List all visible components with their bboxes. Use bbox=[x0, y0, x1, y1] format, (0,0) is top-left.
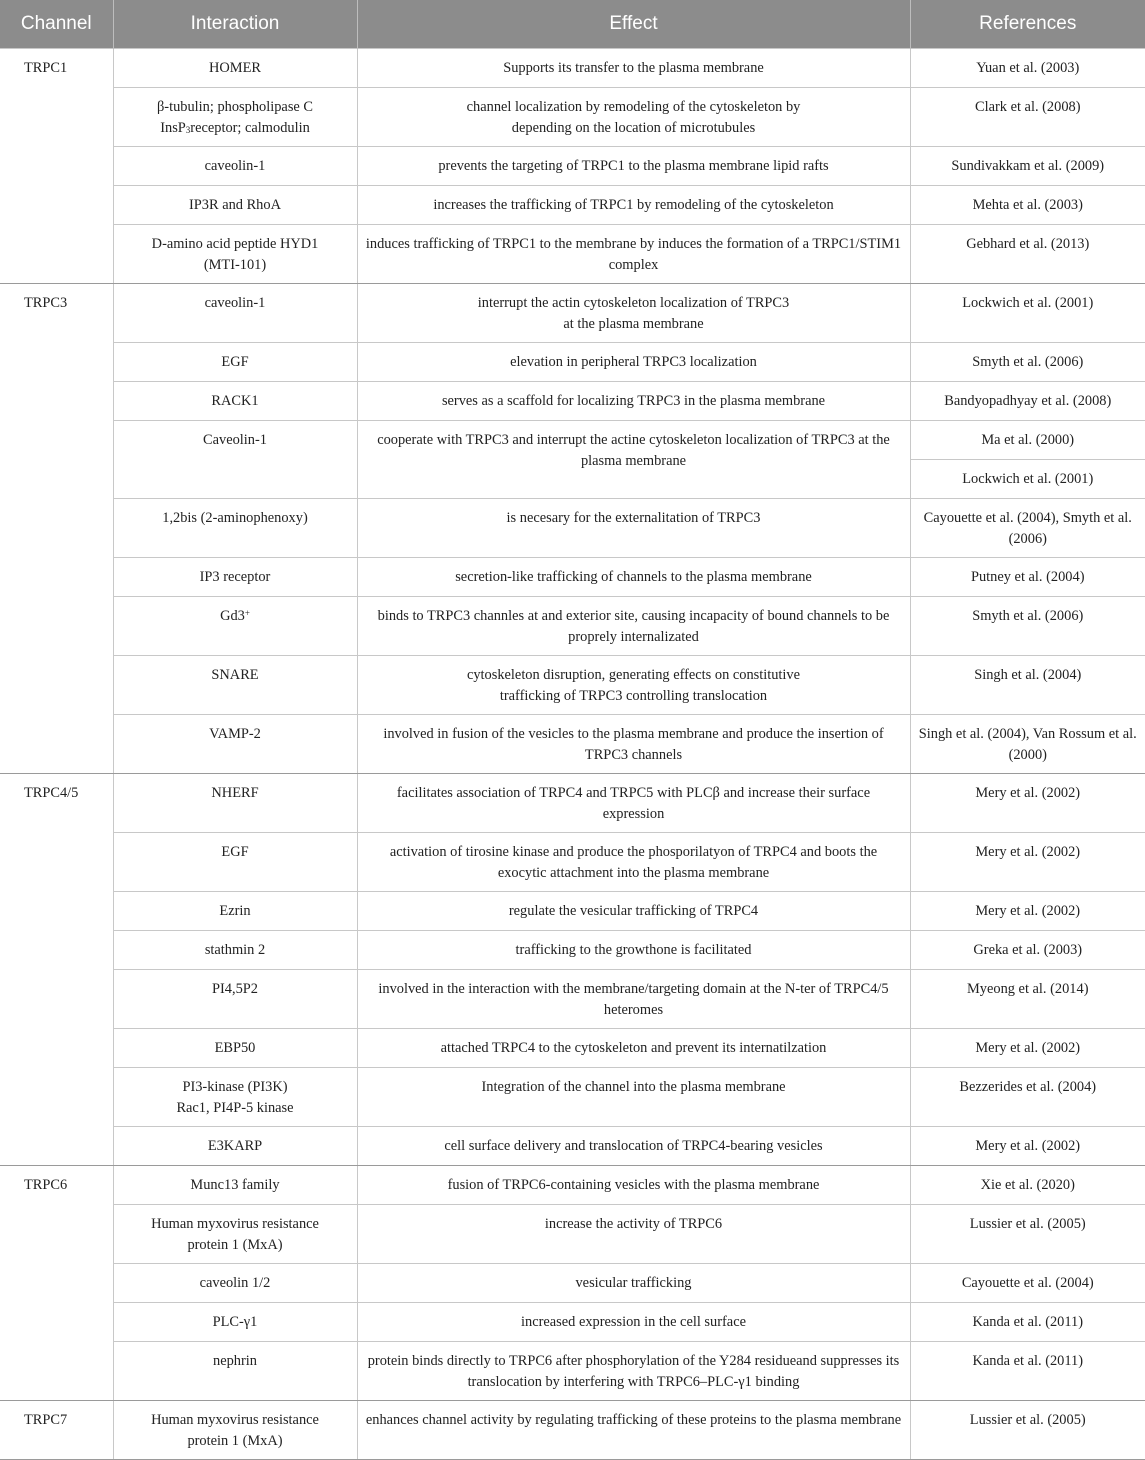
table-row bbox=[0, 343, 1145, 382]
reference-cell: Kanda et al. (2011) bbox=[910, 1303, 1145, 1342]
reference-cell: Mery et al. (2002) bbox=[910, 833, 1145, 892]
interaction-cell: RACK1 bbox=[113, 382, 357, 421]
interaction-line-prefix: InsP bbox=[160, 119, 186, 136]
effect-cell: vesicular trafficking bbox=[357, 1264, 910, 1303]
table-row bbox=[0, 1342, 1145, 1401]
interaction-cell: SNARE bbox=[113, 656, 357, 715]
interaction-cell: VAMP-2 bbox=[113, 715, 357, 774]
effect-cell: binds to TRPC3 channles at and exterior site, causing incapacity of bound channels to be proprely internalizated bbox=[357, 597, 910, 656]
table-row bbox=[0, 499, 1145, 558]
table-row bbox=[0, 49, 1145, 88]
interaction-cell: Human myxovirus resistance protein 1 (MxA) bbox=[113, 1205, 357, 1264]
table-row bbox=[0, 656, 1145, 715]
header-effect: Effect bbox=[357, 0, 910, 49]
effect-cell: elevation in peripheral TRPC3 localization bbox=[357, 343, 910, 382]
channel-cell: TRPC3 bbox=[0, 284, 113, 774]
reference-cell: Cayouette et al. (2004), Smyth et al. (2006) bbox=[910, 499, 1145, 558]
effect-cell: Supports its transfer to the plasma membrane bbox=[357, 49, 910, 88]
table-row bbox=[0, 774, 1145, 833]
table-row bbox=[0, 225, 1145, 284]
effect-cell: activation of tirosine kinase and produce the phosporilatyon of TRPC4 and boots the exocytic attachment into the plasma membrane bbox=[357, 833, 910, 892]
effect-cell: serves as a scaffold for localizing TRPC3 in the plasma membrane bbox=[357, 382, 910, 421]
reference-cell: Smyth et al. (2006) bbox=[910, 597, 1145, 656]
interaction-cell: Ezrin bbox=[113, 892, 357, 931]
table-row bbox=[0, 1029, 1145, 1068]
table-row bbox=[0, 1127, 1145, 1166]
reference-cell: Gebhard et al. (2013) bbox=[910, 225, 1145, 284]
table-row bbox=[0, 147, 1145, 186]
effect-cell: induces trafficking of TRPC1 to the membrane by induces the formation of a TRPC1/STIM1 complex bbox=[357, 225, 910, 284]
interaction-line: PI3-kinase (PI3K) bbox=[182, 1079, 288, 1095]
reference-cell: Ma et al. (2000) bbox=[910, 421, 1145, 460]
reference-cell: Lockwich et al. (2001) bbox=[910, 460, 1145, 499]
reference-cell: Smyth et al. (2006) bbox=[910, 343, 1145, 382]
interaction-line-suffix: receptor; calmodulin bbox=[190, 119, 310, 136]
effect-text: channel localization by remodeling of the cytoskeleton by depending on the location of microtubules bbox=[466, 99, 801, 136]
effect-cell: increased expression in the cell surface bbox=[357, 1303, 910, 1342]
effect-cell: facilitates association of TRPC4 and TRPC5 with PLCβ and increase their surface expression bbox=[357, 774, 910, 833]
reference-cell: Lockwich et al. (2001) bbox=[910, 284, 1145, 343]
table-row bbox=[0, 1166, 1145, 1205]
effect-cell: prevents the targeting of TRPC1 to the plasma membrane lipid rafts bbox=[357, 147, 910, 186]
interaction-cell: D-amino acid peptide HYD1 (MTI-101) bbox=[113, 225, 357, 284]
effect-text: cytoskeleton disruption, generating effects on constitutive trafficking of TRPC3 controlling translocation bbox=[466, 667, 801, 704]
reference-cell: Clark et al. (2008) bbox=[910, 88, 1145, 147]
reference-cell: Yuan et al. (2003) bbox=[910, 49, 1145, 88]
interaction-cell: Human myxovirus resistance protein 1 (MxA) bbox=[113, 1401, 357, 1460]
interaction-cell: nephrin bbox=[113, 1342, 357, 1401]
interaction-cell: EGF bbox=[113, 833, 357, 892]
interaction-cell: caveolin-1 bbox=[113, 147, 357, 186]
reference-cell: Xie et al. (2020) bbox=[910, 1166, 1145, 1205]
channel-cell: TRPC4/5 bbox=[0, 774, 113, 1166]
interaction-cell: stathmin 2 bbox=[113, 931, 357, 970]
interaction-line: Rac1, PI4P-5 kinase bbox=[176, 1099, 294, 1116]
table-row bbox=[0, 1068, 1145, 1127]
reference-cell: Mehta et al. (2003) bbox=[910, 186, 1145, 225]
table-row bbox=[0, 1303, 1145, 1342]
effect-cell: secretion-like trafficking of channels to the plasma membrane bbox=[357, 558, 910, 597]
effect-cell: Integration of the channel into the plasma membrane bbox=[357, 1068, 910, 1127]
table-row bbox=[0, 1205, 1145, 1264]
interaction-cell: PI4,5P2 bbox=[113, 970, 357, 1029]
header-row bbox=[0, 0, 1145, 49]
interaction-cell: caveolin-1 bbox=[113, 284, 357, 343]
table-row bbox=[0, 970, 1145, 1029]
interaction-cell: IP3R and RhoA bbox=[113, 186, 357, 225]
table-row bbox=[0, 1264, 1145, 1303]
reference-cell: Bezzerides et al. (2004) bbox=[910, 1068, 1145, 1127]
effect-cell: is necesary for the externalitation of TRPC3 bbox=[357, 499, 910, 558]
reference-cell: Sundivakkam et al. (2009) bbox=[910, 147, 1145, 186]
header-references: References bbox=[910, 0, 1145, 49]
table-row bbox=[0, 931, 1145, 970]
table-row bbox=[0, 892, 1145, 931]
effect-cell: cell surface delivery and translocation of TRPC4-bearing vesicles bbox=[357, 1127, 910, 1166]
table-row bbox=[0, 382, 1145, 421]
reference-cell: Greka et al. (2003) bbox=[910, 931, 1145, 970]
effect-cell: increases the trafficking of TRPC1 by remodeling of the cytoskeleton bbox=[357, 186, 910, 225]
interaction-cell bbox=[113, 597, 357, 656]
interaction-cell: NHERF bbox=[113, 774, 357, 833]
interaction-line: β-tubulin; phospholipase C bbox=[156, 99, 314, 115]
effect-cell: involved in fusion of the vesicles to the plasma membrane and produce the insertion of TRPC3 channels bbox=[357, 715, 910, 774]
interaction-cell: E3KARP bbox=[113, 1127, 357, 1166]
interaction-cell: HOMER bbox=[113, 49, 357, 88]
channel-cell: TRPC6 bbox=[0, 1166, 113, 1401]
effect-cell: increase the activity of TRPC6 bbox=[357, 1205, 910, 1264]
reference-cell: Singh et al. (2004) bbox=[910, 656, 1145, 715]
interaction-cell: EGF bbox=[113, 343, 357, 382]
superscript: + bbox=[244, 608, 250, 618]
table-row bbox=[0, 597, 1145, 656]
table-row bbox=[0, 833, 1145, 892]
table-row bbox=[0, 715, 1145, 774]
effect-cell: regulate the vesicular trafficking of TRPC4 bbox=[357, 892, 910, 931]
interaction-cell: IP3 receptor bbox=[113, 558, 357, 597]
effect-cell: protein binds directly to TRPC6 after phosphorylation of the Y284 residueand suppresses its translocation by interfering with TRPC6–PLC-γ1 binding bbox=[357, 1342, 910, 1401]
table-row bbox=[0, 421, 1145, 460]
table-row bbox=[0, 1401, 1145, 1460]
reference-cell: Lussier et al. (2005) bbox=[910, 1401, 1145, 1460]
effect-cell: cooperate with TRPC3 and interrupt the actine cytoskeleton localization of TRPC3 at the plasma membrane bbox=[357, 421, 910, 499]
effect-cell bbox=[357, 284, 910, 343]
header-interaction: Interaction bbox=[113, 0, 357, 49]
interaction-cell: Munc13 family bbox=[113, 1166, 357, 1205]
reference-cell: Lussier et al. (2005) bbox=[910, 1205, 1145, 1264]
table-row bbox=[0, 284, 1145, 343]
interaction-cell: 1,2bis (2-aminophenoxy) bbox=[113, 499, 357, 558]
channel-cell: TRPC1 bbox=[0, 49, 113, 284]
effect-cell: involved in the interaction with the membrane/targeting domain at the N-ter of TRPC4/5 heteromes bbox=[357, 970, 910, 1029]
reference-cell: Mery et al. (2002) bbox=[910, 1127, 1145, 1166]
reference-cell: Mery et al. (2002) bbox=[910, 892, 1145, 931]
reference-cell: Bandyopadhyay et al. (2008) bbox=[910, 382, 1145, 421]
reference-cell: Mery et al. (2002) bbox=[910, 1029, 1145, 1068]
reference-cell: Singh et al. (2004), Van Rossum et al. (2000) bbox=[910, 715, 1145, 774]
reference-cell: Cayouette et al. (2004) bbox=[910, 1264, 1145, 1303]
effect-text: interrupt the actin cytoskeleton localization of TRPC3 at the plasma membrane bbox=[477, 295, 790, 332]
interaction-cell: Caveolin-1 bbox=[113, 421, 357, 499]
channel-cell: TRPC7 bbox=[0, 1401, 113, 1460]
effect-cell: fusion of TRPC6-containing vesicles with the plasma membrane bbox=[357, 1166, 910, 1205]
reference-cell: Mery et al. (2002) bbox=[910, 774, 1145, 833]
effect-cell: attached TRPC4 to the cytoskeleton and prevent its internatilzation bbox=[357, 1029, 910, 1068]
interaction-cell: caveolin 1/2 bbox=[113, 1264, 357, 1303]
reference-cell: Myeong et al. (2014) bbox=[910, 970, 1145, 1029]
interaction-cell: EBP50 bbox=[113, 1029, 357, 1068]
effect-cell: enhances channel activity by regulating trafficking of these proteins to the plasma membrane bbox=[357, 1401, 910, 1460]
reference-cell: Kanda et al. (2011) bbox=[910, 1342, 1145, 1401]
reference-cell: Putney et al. (2004) bbox=[910, 558, 1145, 597]
interaction-cell bbox=[113, 1068, 357, 1127]
header-channel: Channel bbox=[0, 0, 113, 49]
interaction-cell bbox=[113, 88, 357, 147]
effect-cell bbox=[357, 656, 910, 715]
interaction-prefix: Gd3 bbox=[220, 608, 245, 624]
effect-cell bbox=[357, 88, 910, 147]
interaction-cell: PLC-γ1 bbox=[113, 1303, 357, 1342]
effect-cell: trafficking to the growthone is facilitated bbox=[357, 931, 910, 970]
table-row bbox=[0, 558, 1145, 597]
table-row bbox=[0, 186, 1145, 225]
table-row bbox=[0, 88, 1145, 147]
subscript: 3 bbox=[185, 124, 191, 135]
